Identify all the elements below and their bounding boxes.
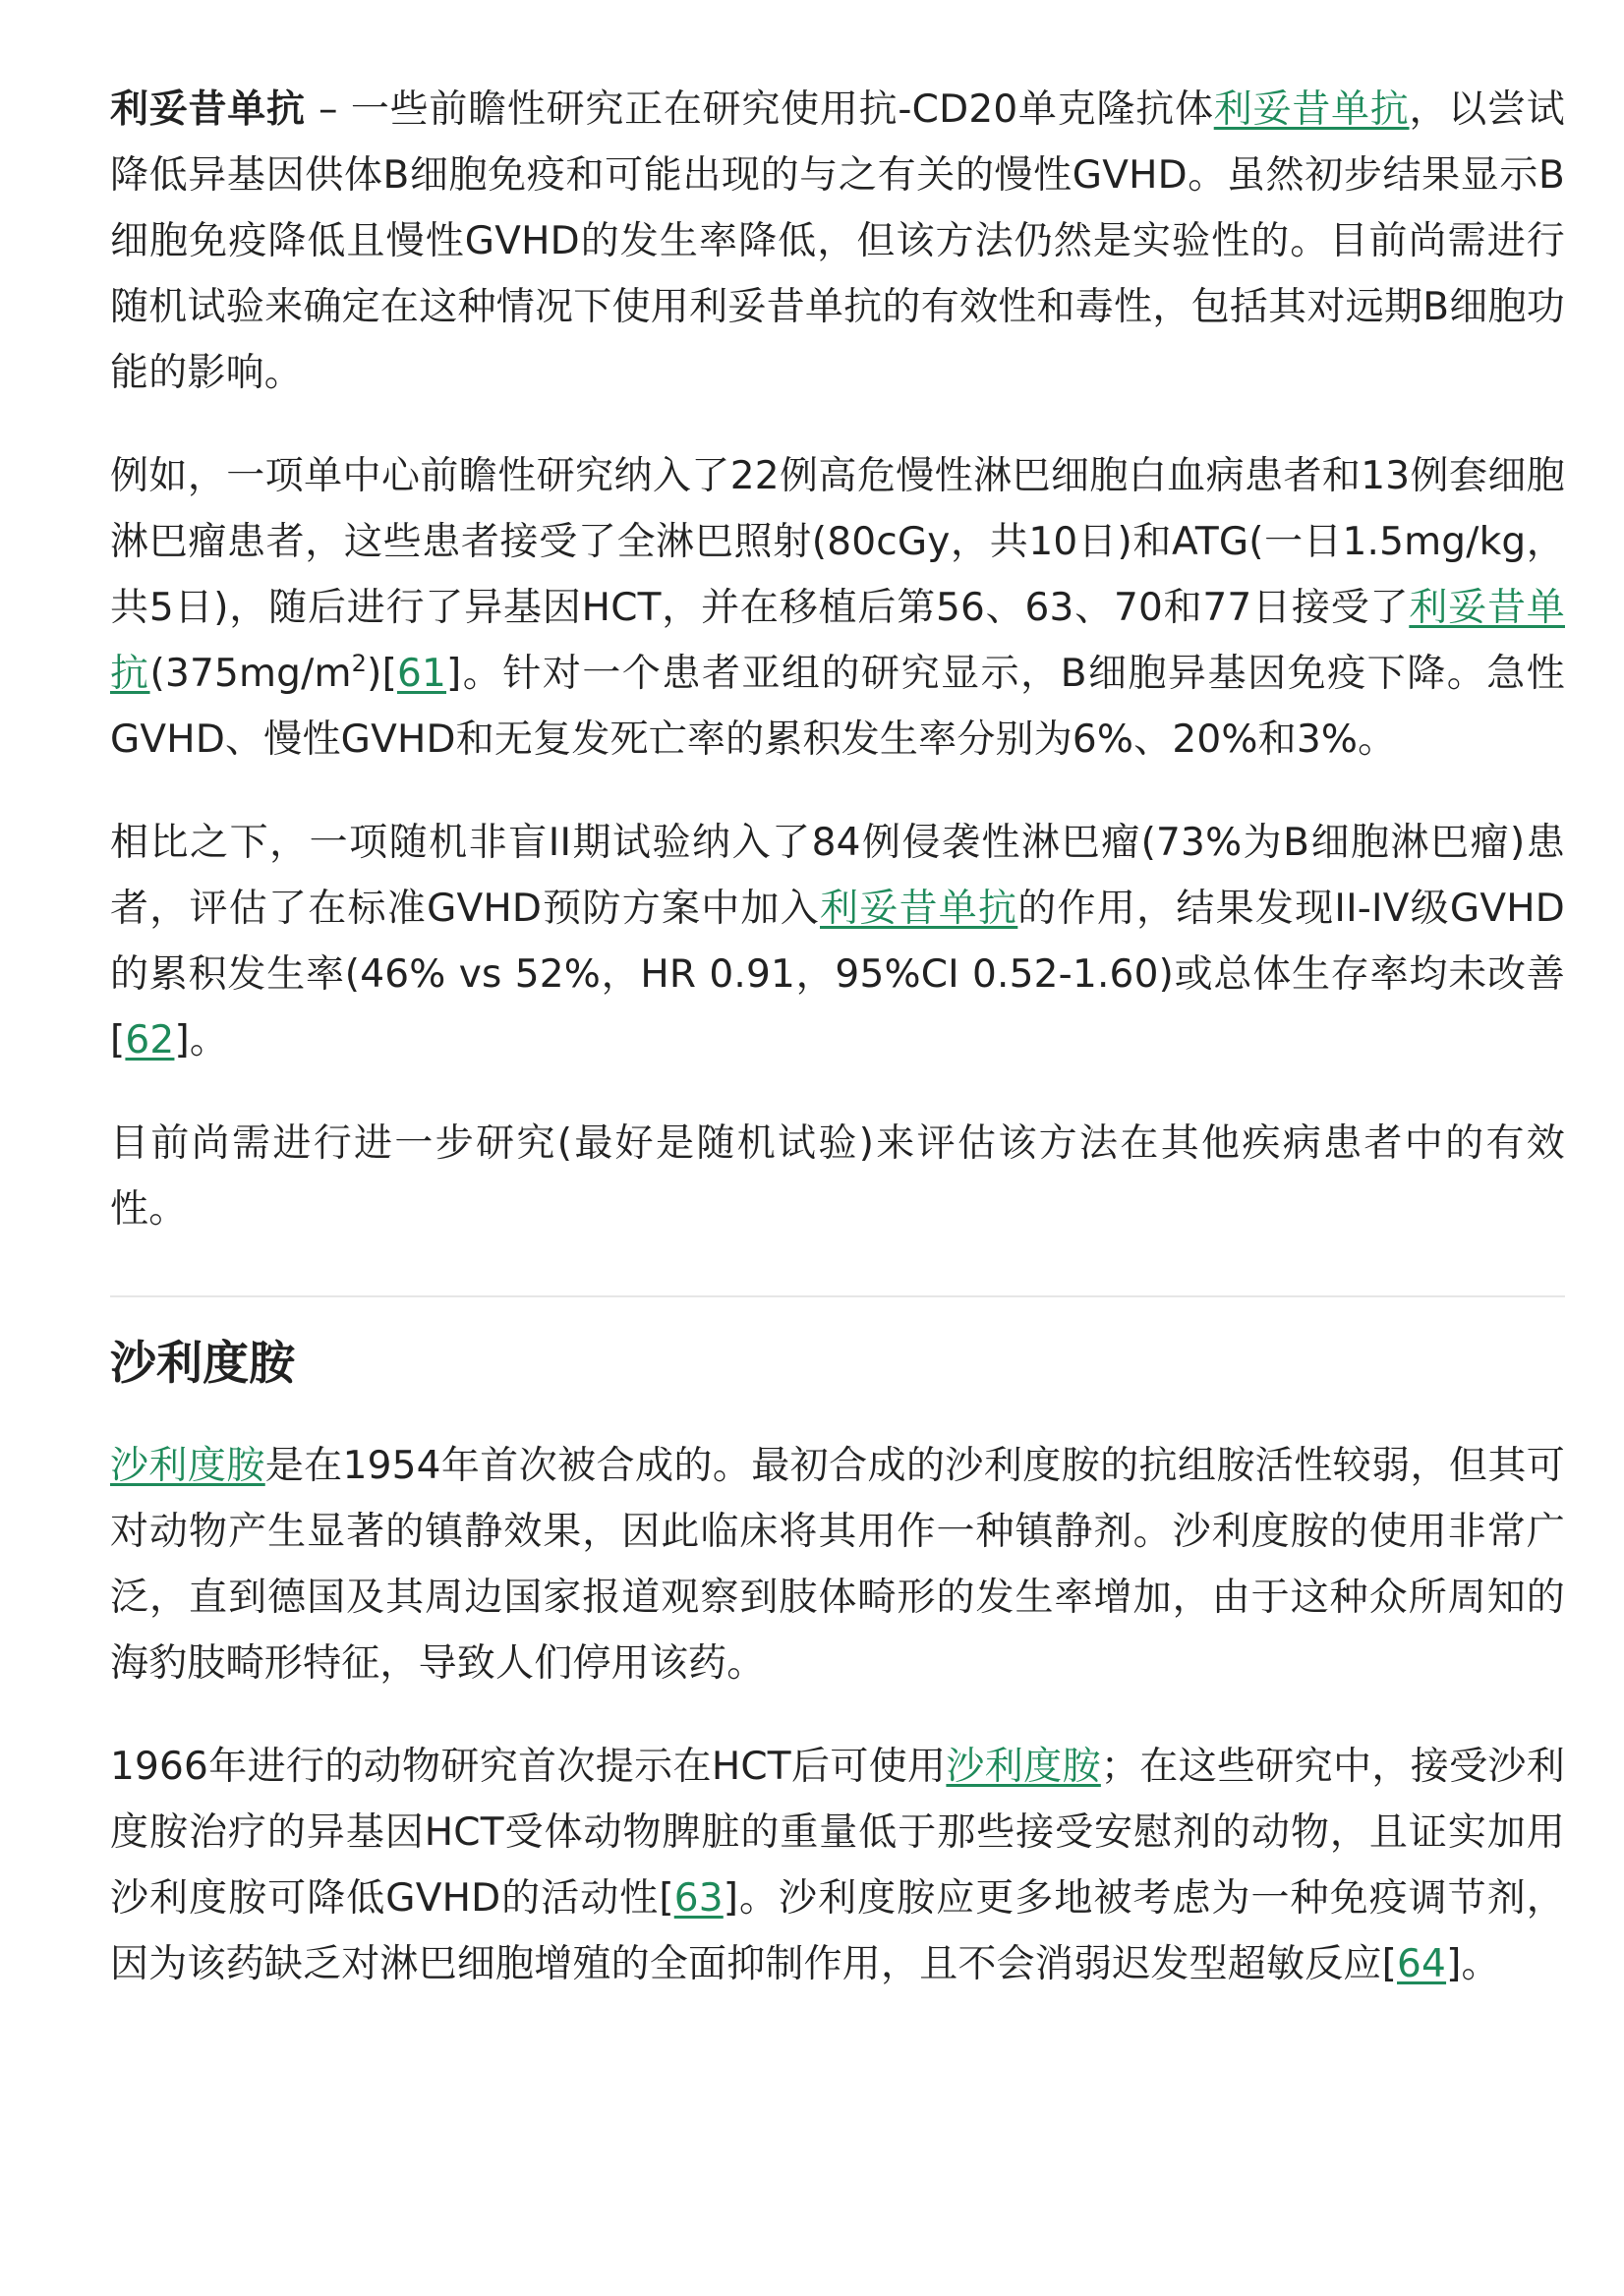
text-run: ；在这些研究中，接受沙利度胺治疗的异基因HCT受体动物脾脏的重量低于那些接受安慰剂的动物，且证实加用沙利度胺可降低GVHD的活动性[ — [110, 1745, 1565, 1921]
reference-link-63[interactable]: 63 — [673, 1876, 724, 1921]
text-run: 1966年进行的动物研究首次提示在HCT后可使用 — [110, 1745, 947, 1789]
text-run: 是在1954年首次被合成的。最初合成的沙利度胺的抗组胺活性较弱，但其可对动物产生显著的镇静效果，因此临床将其用作一种镇静剂。沙利度胺的使用非常广泛，直到德国及其周边国家报道观察到肢体畸形的发生率增加，由于这种众所周知的海豹肢畸形特征，导致人们停用该药。 — [110, 1444, 1565, 1686]
article-content — [110, 77, 1565, 1997]
rituximab-paragraph-intro — [110, 77, 1565, 406]
text-run: ，以尝试降低异基因供体B细胞免疫和可能出现的与之有关的慢性GVHD。虽然初步结果显示B细胞免疫降低且慢性GVHD的发生率降低，但该方法仍然是实验性的。目前尚需进行随机试验来确定在这种情况下使用利妥昔单抗的有效性和毒性，包括其对远期B细胞功能的影响。 — [110, 87, 1565, 395]
text-run: ]。沙利度胺应更多地被考虑为一种免疫调节剂，因为该药缺乏对淋巴细胞增殖的全面抑制作用，且不会消弱迟发型超敏反应[ — [110, 1876, 1565, 1986]
text-run: 相比之下，一项随机非盲II期试验纳入了84例侵袭性淋巴瘤(73%为B细胞淋巴瘤)患者，评估了在标准GVHD预防方案中加入 — [110, 821, 1565, 931]
text-run: ]。 — [174, 1018, 229, 1062]
rituximab-paragraph-single-center-study — [110, 443, 1565, 773]
text-run: (375mg/m — [149, 652, 352, 696]
text-run: ]。 — [1446, 1942, 1500, 1986]
thalidomide-drug-link[interactable]: 沙利度胺 — [946, 1745, 1101, 1789]
reference-link-64[interactable]: 64 — [1397, 1942, 1447, 1986]
thalidomide-paragraph-animal-studies — [110, 1734, 1565, 1997]
thalidomide-drug-link[interactable]: 沙利度胺 — [110, 1444, 265, 1488]
rituximab-drug-link[interactable]: 利妥昔单抗 — [820, 887, 1018, 931]
text-run: 一些前瞻性研究正在研究使用抗-CD20单克隆抗体 — [350, 87, 1214, 132]
text-run: 例如，一项单中心前瞻性研究纳入了22例高危慢性淋巴细胞白血病患者和13例套细胞淋巴瘤患者，这些患者接受了全淋巴照射(80cGy，共10日)和ATG(一日1.5mg/kg，共5日)，随后进行了异基因HCT，并在移植后第56、63、70和77日接受了 — [110, 454, 1565, 630]
lead-dash: – — [305, 87, 351, 132]
section-divider — [110, 1295, 1565, 1297]
section-heading-thalidomide: 沙利度胺 — [110, 1337, 295, 1391]
text-run: )[ — [367, 652, 397, 696]
superscript: 2 — [351, 650, 368, 677]
text-run: ]。针对一个患者亚组的研究显示，B细胞异基因免疫下降。急性GVHD、慢性GVHD和无复发死亡率的累积发生率分别为6%、20%和3%。 — [110, 652, 1565, 762]
rituximab-paragraph-conclusion: 目前尚需进行进一步研究(最好是随机试验)来评估该方法在其他疾病患者中的有效性。 — [110, 1121, 1565, 1232]
thalidomide-paragraph-history — [110, 1433, 1565, 1696]
rituximab-lead-title: 利妥昔单抗 — [110, 87, 306, 132]
reference-link-61[interactable]: 61 — [397, 652, 447, 696]
reference-link-62[interactable]: 62 — [125, 1018, 175, 1062]
rituximab-drug-link[interactable]: 利妥昔单抗 — [1213, 87, 1410, 132]
rituximab-paragraph-randomized-trial — [110, 810, 1565, 1073]
rituximab-drug-link[interactable]: 利妥昔单抗 — [110, 586, 1565, 696]
text-run: 的作用，结果发现II-IV级GVHD的累积发生率(46% vs 52%，HR 0.91，95%CI 0.52-1.60)或总体生存率均未改善[ — [110, 887, 1565, 1062]
